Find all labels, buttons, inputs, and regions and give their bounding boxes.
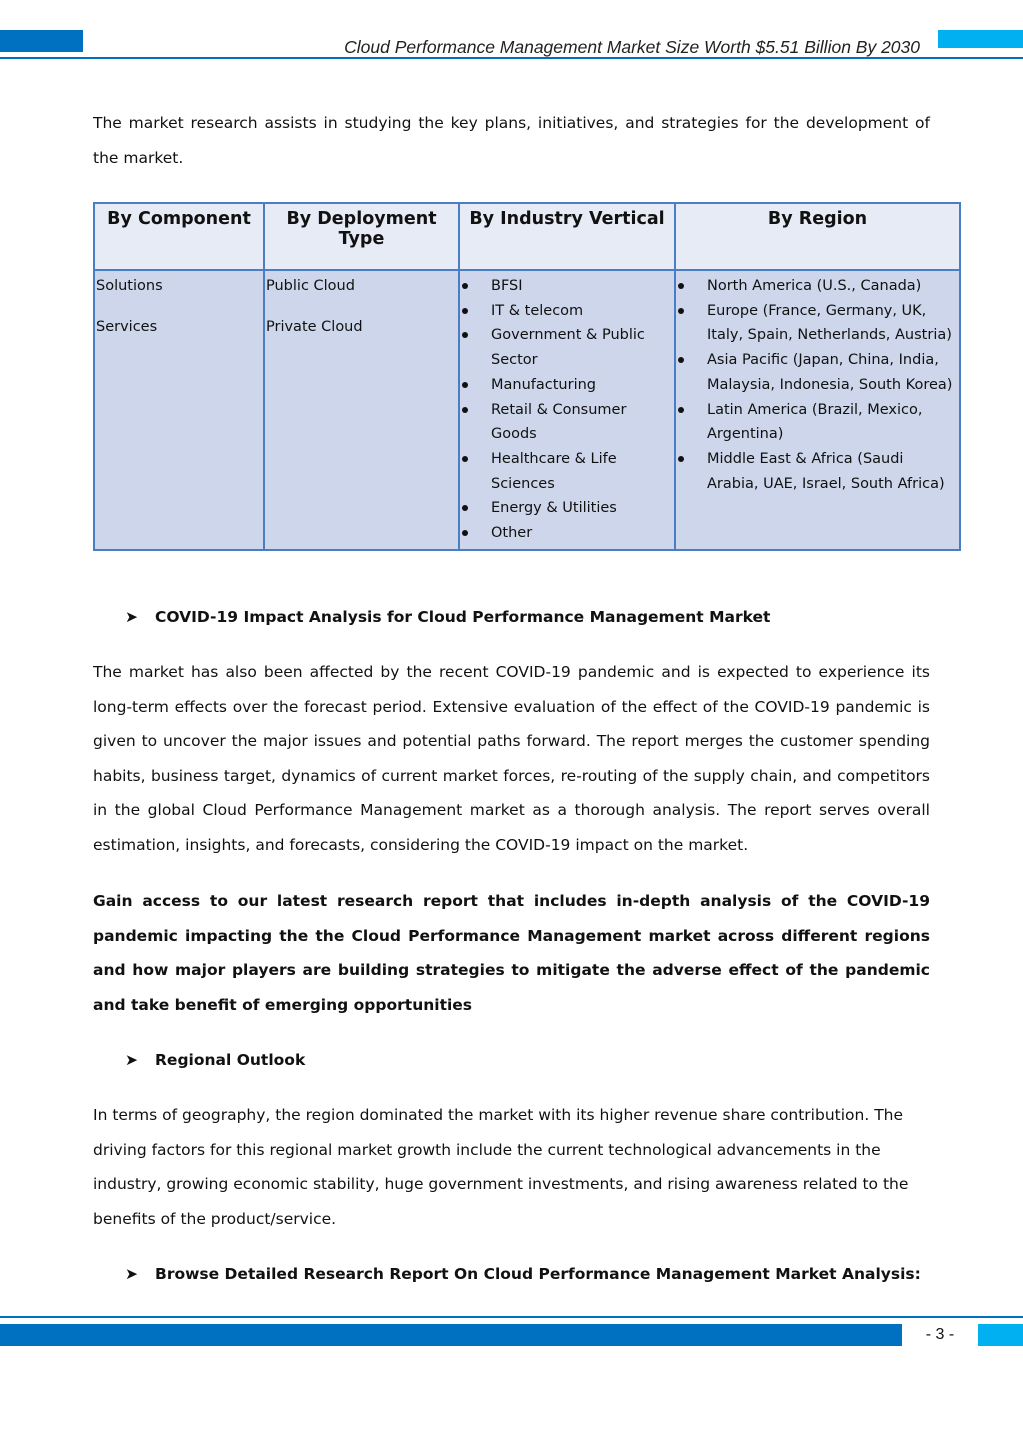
component-item: Solutions <box>96 278 163 294</box>
page-header-title: Cloud Performance Management Market Size Worth $5.51 Billion By 2030 <box>344 37 920 57</box>
table-header-row <box>94 203 960 270</box>
header-rule <box>0 57 1023 59</box>
covid-section-heading: ➤ COVID-19 Impact Analysis for Cloud Performance Management Market <box>125 608 771 626</box>
page-number: - 3 - <box>925 1326 955 1343</box>
component-cell <box>94 270 264 550</box>
deployment-item: Public Cloud <box>266 278 355 294</box>
industry-list <box>460 274 674 546</box>
list-item: Asia Pacific (Japan, China, India, Malaysia, Indonesia, South Korea) <box>676 348 959 397</box>
segmentation-table <box>93 202 961 551</box>
list-item: Retail & Consumer Goods <box>460 398 674 447</box>
arrow-bullet-icon: ➤ <box>125 1265 138 1283</box>
regional-section-heading: ➤ Regional Outlook <box>125 1051 306 1069</box>
list-item: Manufacturing <box>460 373 674 398</box>
browse-section-heading: ➤ Browse Detailed Research Report On Cloud Performance Management Market Analysis: <box>125 1265 921 1283</box>
arrow-bullet-icon: ➤ <box>125 608 138 626</box>
regional-paragraph: In terms of geography, the region dominated the market with its higher revenue share contribution. The driving factors for this regional market growth include the current technological advancements in the industry, growing economic stability, huge government investments, and rising awareness related to the benefits of the product/service. <box>93 1106 909 1228</box>
region-list <box>676 274 959 496</box>
header-by-deployment-type: By Deployment Type <box>264 203 459 270</box>
bullet-icon <box>678 308 684 314</box>
bullet-icon <box>462 456 468 462</box>
header-by-industry-vertical: By Industry Vertical <box>459 203 675 270</box>
header-by-region: By Region <box>675 203 960 270</box>
bullet-icon <box>462 505 468 511</box>
list-item: Europe (France, Germany, UK, Italy, Spain, Netherlands, Austria) <box>676 299 959 348</box>
list-item: Healthcare & Life Sciences <box>460 447 674 496</box>
arrow-bullet-icon: ➤ <box>125 1051 138 1069</box>
list-item: Government & Public Sector <box>460 323 674 372</box>
industry-cell <box>459 270 675 550</box>
list-item: BFSI <box>460 274 674 299</box>
header-accent-left <box>0 30 83 52</box>
list-item: Middle East & Africa (Saudi Arabia, UAE, Israel, South Africa) <box>676 447 959 496</box>
intro-paragraph: The market research assists in studying the key plans, initiatives, and strategies for the development of the market. <box>93 114 930 167</box>
list-item: North America (U.S., Canada) <box>676 274 959 299</box>
bullet-icon <box>462 283 468 289</box>
bullet-icon <box>462 530 468 536</box>
footer-accent-right <box>978 1324 1023 1346</box>
region-cell <box>675 270 960 550</box>
deployment-item: Private Cloud <box>266 319 363 336</box>
bullet-icon <box>678 283 684 289</box>
bullet-icon <box>678 407 684 413</box>
header-accent-right <box>938 30 1023 48</box>
list-item: Other <box>460 521 674 546</box>
bullet-icon <box>678 456 684 462</box>
covid-cta-paragraph: Gain access to our latest research report that includes in-depth analysis of the COVID-19 pandemic impacting the the Cloud Performance Management market across different regions and how major players are building strategies to mitigate the adverse effect of the pandemic and take benefit of emerging opportunities <box>93 892 930 1014</box>
footer-bar <box>0 1324 902 1346</box>
bullet-icon <box>462 407 468 413</box>
bullet-icon <box>462 332 468 338</box>
list-item: Latin America (Brazil, Mexico, Argentina) <box>676 398 959 447</box>
bullet-icon <box>462 382 468 388</box>
bullet-icon <box>462 308 468 314</box>
deployment-cell <box>264 270 459 550</box>
header-by-component: By Component <box>94 203 264 270</box>
list-item: Energy & Utilities <box>460 496 674 521</box>
covid-paragraph: The market has also been affected by the recent COVID-19 pandemic and is expected to experience its long-term effects over the forecast period. Extensive evaluation of the effect of the COVID-19 pandemic is given to uncover the major issues and potential paths forward. The report merges the customer spending habits, business target, dynamics of current market forces, re-routing of the supply chain, and competitors in the global Cloud Performance Management market as a thorough analysis. The report serves overall estimation, insights, and forecasts, considering the COVID-19 impact on the market. <box>93 663 930 854</box>
list-item: IT & telecom <box>460 299 674 324</box>
footer-rule <box>0 1316 1023 1318</box>
bullet-icon <box>678 357 684 363</box>
table-row <box>94 270 960 550</box>
component-item: Services <box>96 319 158 336</box>
